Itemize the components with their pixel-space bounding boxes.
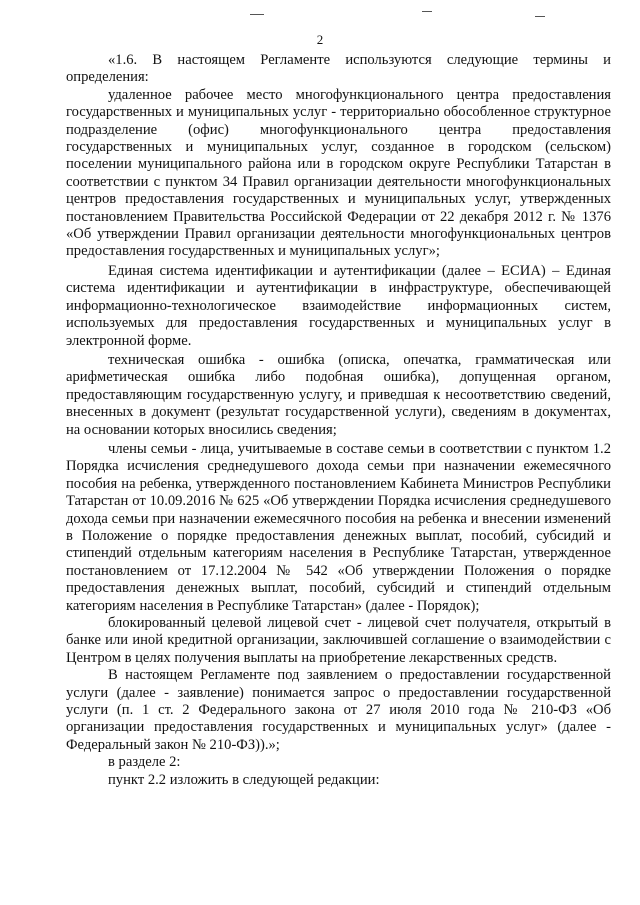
document-body [66, 52, 611, 789]
paragraph-blocked-account: блокированный целевой лицевой счет - лицевой счет получателя, открытый в банке или иной кредитной организации, заключившей соглашение о взаимодействии с Центром в целях получения выплаты на приобретение лекарственных средств. [66, 615, 611, 666]
paragraph-remote-workplace: удаленное рабочее место многофункционального центра предоставления государственных и муниципальных услуг - территориально обособленное структурное подразделение (офис) многофункционального центра предоставления государственных и муниципальных услуг, созданное в городском (сельском) поселении муниципального района или в городском округе Республики Татарстан в соответствии с пунктом 34 Правил организации деятельности многофункциональных центров предоставления государственных и муниципальных услуг, утвержденных постановлением Правительства Российской Федерации от 22 декабря 2012 г. № 1376 «Об утверждении Правил организации деятельности многофункциональных центров предоставления государственных и муниципальных услуг»; [66, 86, 611, 260]
paragraph-application-definition: В настоящем Регламенте под заявлением о предоставлении государственной услуги (далее - заявление) понимается запрос о предоставлении государственной услуги (п. 1 ст. 2 Федерального закона от 27 июля 2010 года № 210-ФЗ «Об организации предоставления государственных и муниципальных услуг» (далее - Федеральный закон № 210-ФЗ)).»; [66, 667, 611, 753]
paragraph-esia: Единая система идентификации и аутентификации (далее – ЕСИА) – Единая система идентификации и аутентификации в инфраструктуре, обеспечивающей информационно-технологическое взаимодействие информационных систем, используемых для предоставления государственных и муниципальных услуг в электронной форме. [66, 262, 611, 349]
scan-mark [250, 14, 264, 15]
paragraph-family-members: члены семьи - лица, учитываемые в составе семьи в соответствии с пунктом 1.2 Порядка исчисления среднедушевого дохода семьи при назначении ежемесячного пособия на ребенка, утвержденного постановлением Кабинета Министров Республики Татарстан от 10.09.2016 № 625 «Об утверждении Порядка исчисления среднедушевого дохода семьи при назначении ежемесячного пособия на ребенка и внесении изменений в Положение о порядке предоставления денежных выплат, пособий, субсидий и стипендий отдельным категориям населения в Республике Татарстан, утвержденное постановлением от 17.12.2004 № 542 «Об утверждении Положения о порядке предоставления денежных выплат, пособий, субсидий и стипендий отдельным категориям населения в Республике Татарстан» (далее - Порядок); [66, 440, 611, 614]
page-number: 2 [316, 32, 324, 47]
scan-mark [422, 11, 432, 12]
scan-mark [535, 16, 545, 17]
paragraph-section-2: в разделе 2: [108, 754, 181, 771]
paragraph-1-6-intro: «1.6. В настоящем Регламенте используются следующие термины и определения: [66, 52, 611, 86]
paragraph-technical-error: техническая ошибка - ошибка (описка, опечатка, грамматическая или арифметическая ошибка либо подобная ошибка), допущенная органом, предоставляющим государственную услугу, и приведшая к несоответствию сведений, внесенных в документ (результат государственной услуги), сведениям в документах, на основании которых вносились сведения; [66, 351, 611, 438]
paragraph-item-2-2: пункт 2.2 изложить в следующей редакции: [108, 771, 380, 788]
